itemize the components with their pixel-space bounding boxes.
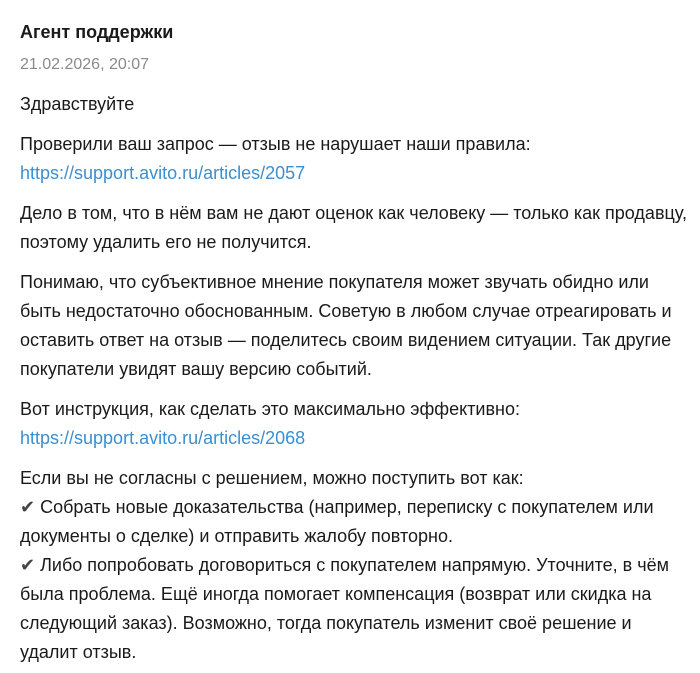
paragraph-text: Проверили ваш запрос — отзыв не нарушает наши правила:	[20, 134, 531, 154]
option-item: Либо попробовать договориться с покупателем напрямую. Уточните, в чём была проблема. Ещё иногда помогает компенсация (возврат или скидка на следующий заказ). Возможно, тогда покупатель изменит своё решение и удалит отзыв.	[20, 555, 669, 662]
paragraph-instruction	[20, 395, 692, 453]
option-item: Собрать новые доказательства (например, переписку с покупателем или документы о сделке) и отправить жалобу повторно.	[20, 497, 654, 546]
options-intro: Если вы не согласны с решением, можно поступить вот как:	[20, 468, 524, 488]
check-icon: ✔	[20, 497, 36, 517]
paragraph-rules-check	[20, 130, 692, 188]
greeting: Здравствуйте	[20, 94, 135, 114]
paragraph-advice: Понимаю, что субъективное мнение покупателя может звучать обидно или быть недостаточно обоснованным. Советую в любом случае отреагировать и оставить ответ на отзыв — поделитесь своим видением ситуации. Так другие покупатели увидят вашу версию событий.	[20, 272, 672, 379]
instruction-article-link[interactable]: https://support.avito.ru/articles/2068	[20, 428, 306, 448]
paragraph-explanation: Дело в том, что в нём вам не дают оценок как человеку — только как продавцу, поэтому удалить его не получится.	[20, 203, 688, 252]
message-author: Агент поддержки	[20, 22, 174, 42]
rules-article-link[interactable]: https://support.avito.ru/articles/2057	[20, 163, 306, 183]
message-date: 21.02.2026, 20:07	[20, 56, 150, 73]
check-icon: ✔	[20, 555, 36, 575]
paragraph-options	[20, 464, 692, 667]
paragraph-text: Вот инструкция, как сделать это максимально эффективно:	[20, 399, 521, 419]
